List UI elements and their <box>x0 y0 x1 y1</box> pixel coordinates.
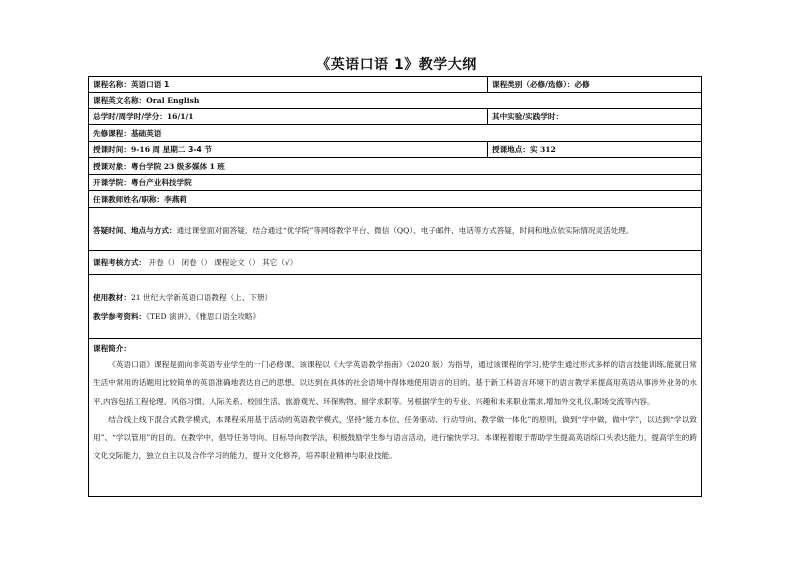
intro-label: 课程简介： <box>93 344 131 353</box>
english-name-cell <box>89 93 702 109</box>
course-name-value: 英语口语 1 <box>130 80 170 89</box>
exam-option-other: 其它 <box>262 258 278 267</box>
location-prefix: 实 <box>529 145 538 154</box>
location-room: 312 <box>539 145 556 154</box>
lab-hours-label: 其中实验/实践学时： <box>492 112 564 121</box>
row-department <box>89 175 702 191</box>
row-exam <box>89 251 702 275</box>
intro-cell <box>89 339 702 497</box>
intro-paragraph-2: 结合线上线下混合式教学模式，本课程采用基于活动的英语教学模式，坚持“能力本位、任务驱动、行动导向、教学做一体化”的原则，做到“学中做，做中学”，以达到“学以致用”、“学以管用”的目的。在教学中，倡导任务导向、目标导向教学法，积极鼓励学生参与语言活动，进行愉快学习。本课程着眼于帮助学生提高英语综口头表达能力，提高学生的跨文化交际能力，独立自主以及合作学习的能力，提升文化修养，培养职业精神与职业技能。 <box>93 414 697 461</box>
row-schedule <box>89 142 702 158</box>
references-label: 教学参考资料： <box>93 311 147 321</box>
audience-label: 授课对象： <box>93 161 131 171</box>
schedule-weeks: 9-16 <box>130 145 150 154</box>
teacher-label: 任课教师姓名/职称： <box>93 194 165 204</box>
row-hours <box>89 109 702 125</box>
schedule-cell <box>89 142 488 158</box>
teacher-value: 李燕莉 <box>164 194 187 204</box>
english-name-value: Oral English <box>146 96 200 105</box>
textbook-value: 21 世纪大学新英语口语教程（上、下册） <box>130 292 273 302</box>
exam-option-paper-mark: （） <box>244 258 260 267</box>
course-name-cell <box>89 77 488 93</box>
qa-label: 答疑时间、地点与方式： <box>93 225 177 235</box>
row-intro <box>89 339 702 497</box>
hours-value: 16/1/1 <box>166 112 194 121</box>
prerequisite-value: 基础英语 <box>130 128 162 138</box>
audience-value-a: 粤台学院 <box>130 161 162 171</box>
audience-value-b: 23 <box>163 161 175 171</box>
references-line <box>93 307 697 326</box>
row-qa <box>89 208 702 251</box>
textbook-label: 使用教材： <box>93 292 131 302</box>
audience-value-d: 1 <box>209 161 215 171</box>
course-type-value: 必修 <box>574 80 590 89</box>
audience-value-e: 班 <box>217 161 225 171</box>
department-value: 粤台产业科技学院 <box>130 178 192 187</box>
row-course-name <box>89 77 702 93</box>
course-type-cell <box>488 77 702 93</box>
schedule-label: 授课时间： <box>93 145 131 154</box>
syllabus-table <box>88 76 702 497</box>
intro-paragraph-1: 《英语口语》课程是面向非英语专业学生的一门必修课。该课程以《大学英语教学指南》（2020 版）为指导，通过该课程的学习,使学生通过形式多样的语言技能训练,能就日常生活中常用的话题用比较简单的英语准确地表达自己的思想。以达到在具体的社会语境中得体地使用语言的目的。基于新工科语言环境下的语言教学来提高用英语从事涉外业务的水平,内容包括工程伦理、风俗习惯、人际关系、校园生活、旅游观光、环保购物、留学求职等。另根据学生的专业、兴趣和未来职业需求,增加外交礼仪,职场交流等内容。 <box>93 360 697 406</box>
prerequisite-cell <box>89 125 702 142</box>
audience-cell <box>89 158 702 175</box>
exam-option-closed-book-mark: （） <box>196 258 212 267</box>
row-english-name <box>89 93 702 109</box>
qa-cell <box>89 208 702 251</box>
department-cell <box>89 175 702 191</box>
exam-option-open-book-mark: （） <box>163 258 179 267</box>
prerequisite-label: 先修课程： <box>93 128 131 138</box>
location-label: 授课地点： <box>492 145 530 154</box>
hours-label: 总学时/周学时/学分： <box>93 112 167 121</box>
department-label: 开课学院： <box>93 178 131 187</box>
row-prerequisite <box>89 125 702 142</box>
references-value: 《TED 演讲》、《雅思口语全攻略》 <box>146 311 261 321</box>
exam-option-open-book: 开卷 <box>148 258 164 267</box>
teacher-cell <box>89 191 702 208</box>
english-name-label: 课程英文名称： <box>93 96 147 105</box>
exam-cell <box>89 251 702 275</box>
lab-hours-cell <box>488 109 702 125</box>
row-audience <box>89 158 702 175</box>
schedule-unit: 周 星期二 3-4 节 <box>152 145 213 154</box>
materials-cell <box>89 275 702 339</box>
qa-value: 通过课堂面对面答疑，结合通过“优学院”等网络教学平台、微信（QQ）、电子邮件、电话等方式答疑，时间和地点依实际情况灵活处理。 <box>176 225 634 235</box>
exam-option-other-checkmark-icon: （√） <box>277 258 298 267</box>
exam-option-closed-book: 闭卷 <box>181 258 197 267</box>
location-cell <box>488 142 702 158</box>
exam-label: 课程考核方式： <box>93 258 147 267</box>
document-title: 《英语口语 1》教学大纲 <box>316 57 477 73</box>
course-name-label: 课程名称： <box>93 80 131 89</box>
course-type-label: 课程类别（必修/选修）： <box>492 80 575 89</box>
row-materials <box>89 275 702 339</box>
hours-cell <box>89 109 488 125</box>
textbook-line <box>93 288 697 307</box>
exam-option-paper: 课程论文 <box>214 258 245 267</box>
row-teacher <box>89 191 702 208</box>
audience-value-c: 级多媒体 <box>176 161 208 171</box>
